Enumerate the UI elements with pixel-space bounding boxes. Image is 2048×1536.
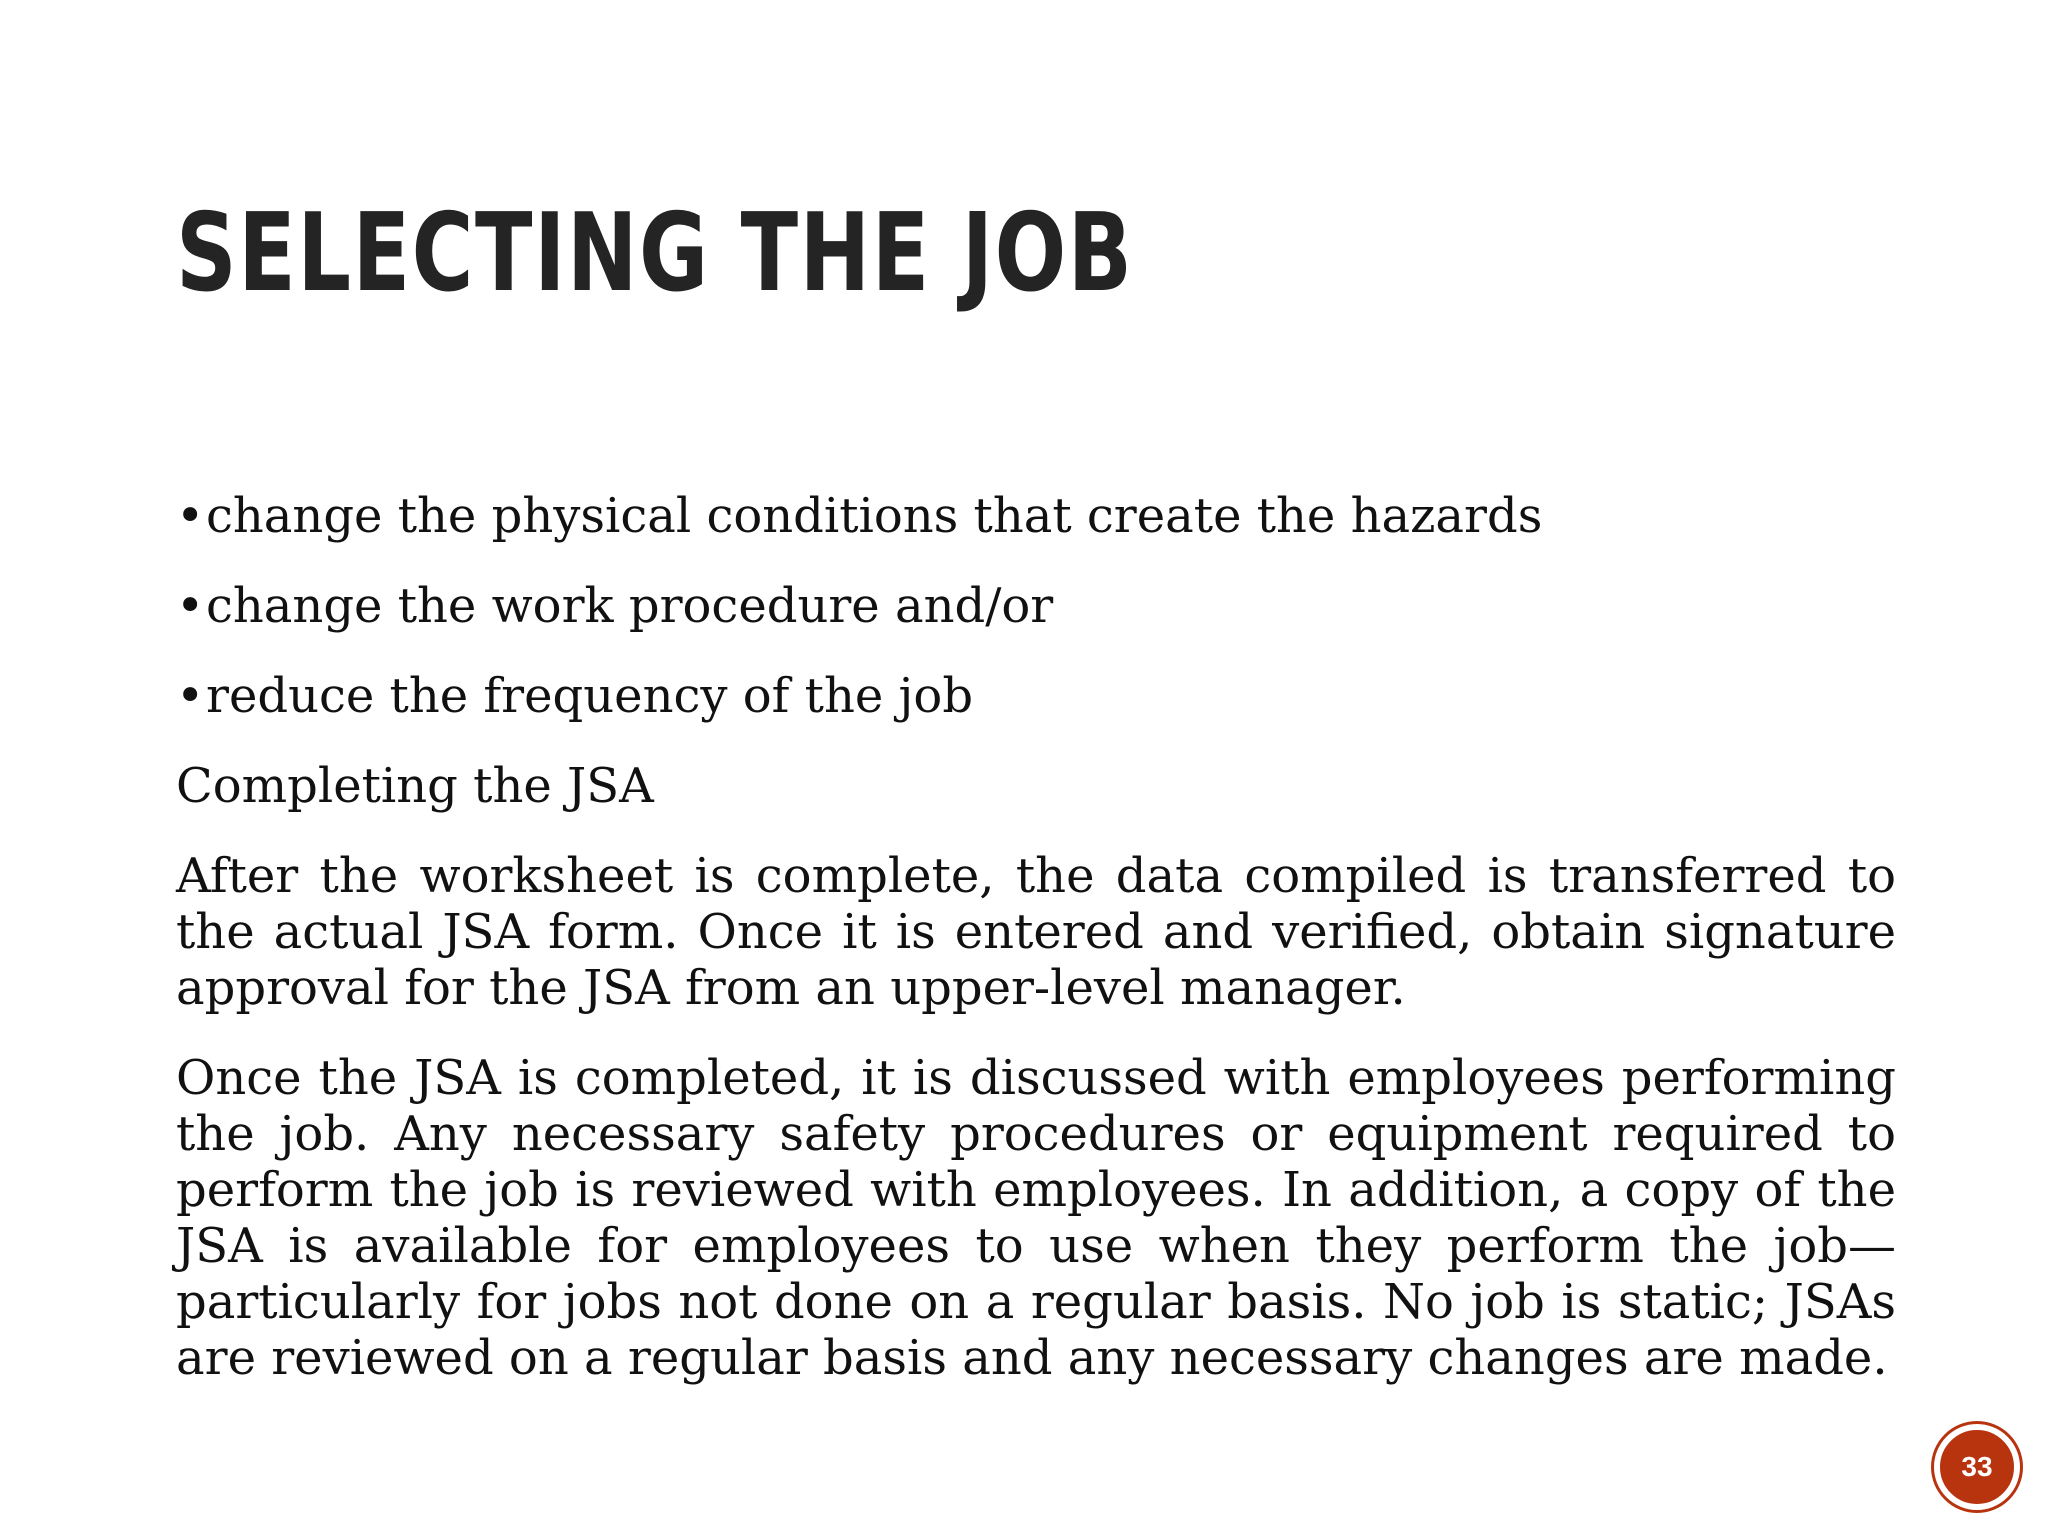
bullet-item	[176, 668, 1896, 724]
bullet-list	[176, 488, 1896, 724]
bullet-glyph: •	[176, 488, 205, 544]
bullet-item	[176, 578, 1896, 634]
section-subheading: Completing the JSA	[176, 758, 654, 814]
bullet-glyph: •	[176, 668, 205, 724]
bullet-text: change the work procedure and/or	[206, 578, 1054, 634]
bullet-text: reduce the frequency of the job	[206, 668, 974, 724]
paragraph-discussing-jsa: Once the JSA is completed, it is discussed with employees performing the job. Any necessary safety procedures or equipment required to perform the job is reviewed with employees. In addition, a copy of the JSA is available for employees to use when they perform the job—particularly for jobs not done on a regular basis. No job is static; JSAs are reviewed on a regular basis and any necessary changes are made.	[176, 1050, 1896, 1386]
bullet-glyph: •	[176, 578, 205, 634]
slide-title: SELECTING THE JOB	[176, 191, 1134, 316]
page-number-badge	[1934, 1424, 2020, 1510]
bullet-item	[176, 488, 1896, 544]
bullet-text: change the physical conditions that create the hazards	[206, 488, 1543, 544]
slide-content	[176, 488, 1896, 1420]
page-number: 33	[1961, 1451, 1993, 1482]
paragraph-completing-worksheet: After the worksheet is complete, the data compiled is transferred to the actual JSA form. Once it is entered and verified, obtain signature approval for the JSA from an upper-level manager.	[176, 848, 1896, 1016]
